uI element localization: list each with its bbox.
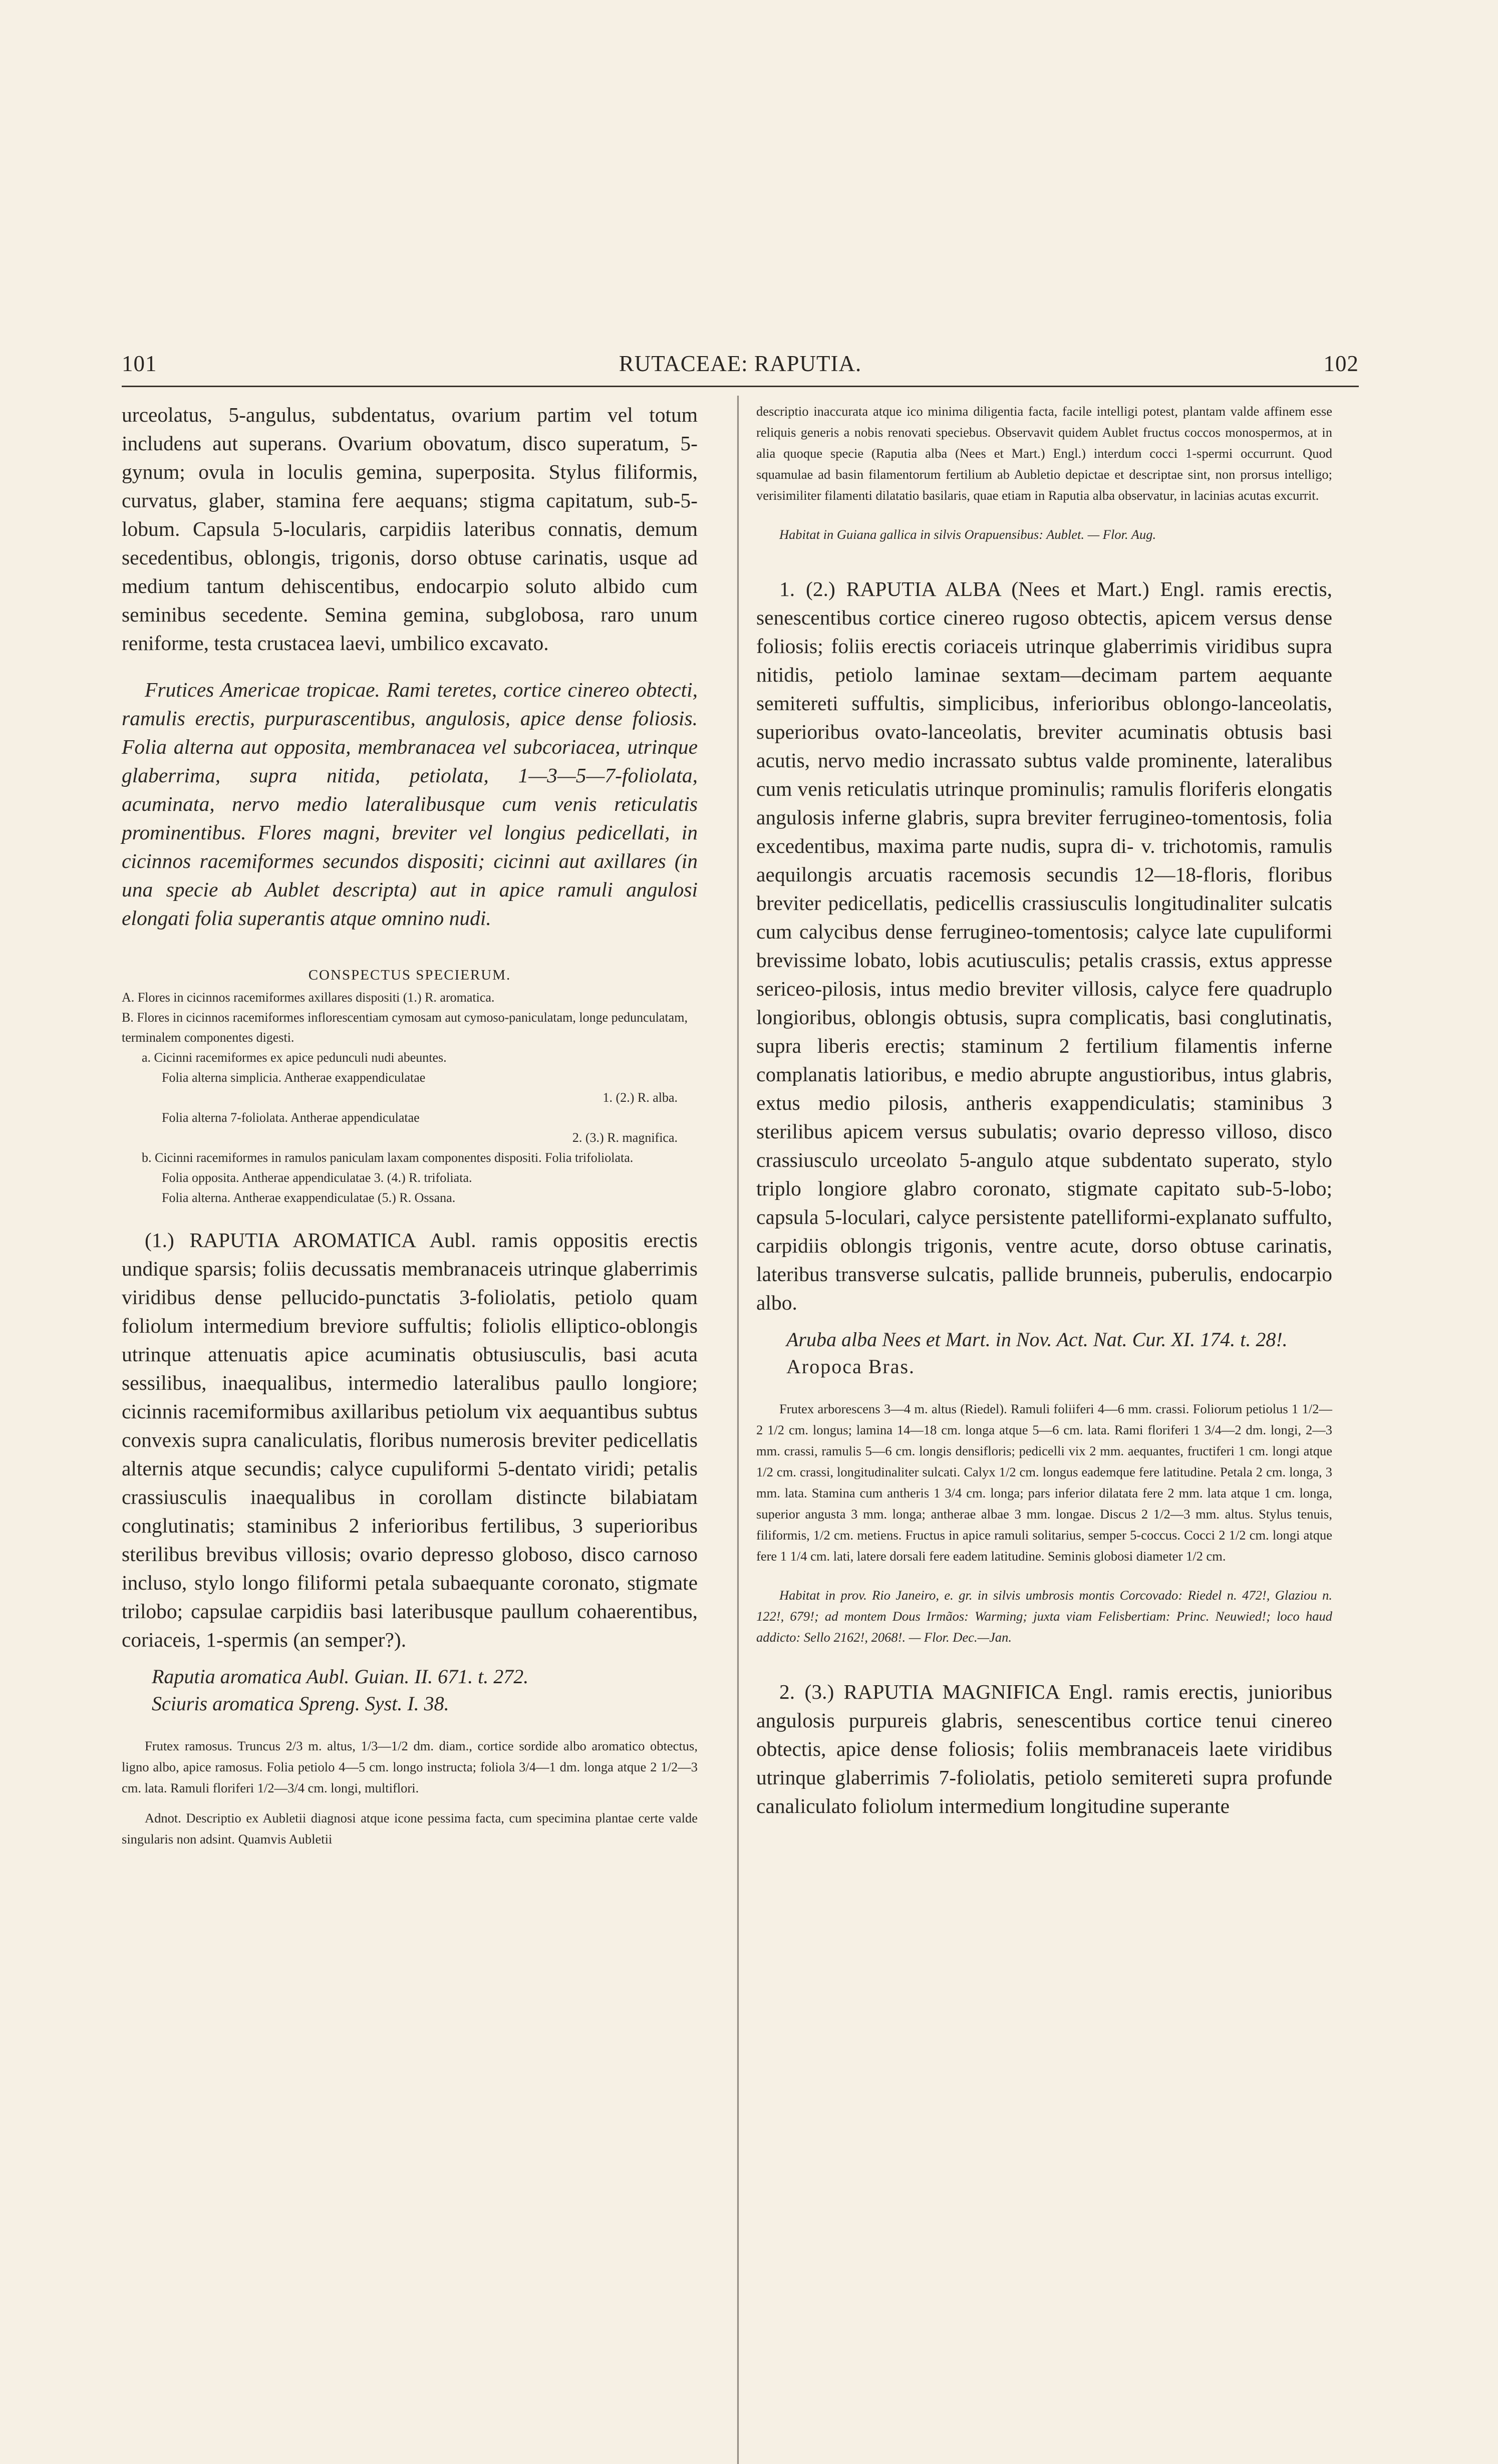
key-entry: b. Cicinni racemiformes in ramulos paniculam laxam componentes dispositi. Folia trifoliolata. (142, 1150, 634, 1165)
header-rule (122, 386, 1359, 387)
genus-description: urceolatus, 5-angulus, subdentatus, ovarium partim vel totum includens aut superans. Ovarium obovatum, disco superatum, 5-gynum; ovula in loculis gemina, superposita. Stylus filiformis, curvatus, glaber, stamina fere aequans; stigma capitatum, sub-5-lobum. Capsula 5-locularis, carpidiis lateribus connatis, demum secedentibus, oblongis, trigonis, dorso obtuse carinatis, usque ad medium tantum dehiscentibus, endocarpio soluto albido cum seminibus secedente. Semina gemina, subglobosa, raro unum reniforme, testa crustacea laevi, umbilico excavato. (122, 403, 698, 655)
habitat-alba: Habitat in prov. Rio Janeiro, e. gr. in silvis umbrosis montis Corcovado: Riedel n. 472!, Glaziou n. 122!, 679!; ad montem Dous Irmãos: Warming; juxta viam Felisbertiam: Princ. Neuwied!; loco haud addicto: Sello 2162!, 2068!. — Flor. Dec.—Jan. (756, 1588, 1332, 1645)
running-header (122, 351, 1359, 381)
species-aromatica-notes: Frutex ramosus. Truncus 2/3 m. altus, 1/3—1/2 dm. diam., cortice sordide albo aromatico obtectus, ligno albo, apice ramosus. Folia petiolo 4—5 cm. longo instructa; foliola 3/4—1 dm. longa atque 2 1/2—3 cm. lata. Ramuli floriferi 1/2—3/4 cm. longi, multiflori. (122, 1738, 698, 1795)
species-magnifica-description: 2. (3.) RAPUTIA MAGNIFICA Engl. ramis erectis, junioribus angulosis purpureis glabris, senescentibus cortice tenui cinereo obtectis, apice dense foliosis; foliis membranaceis laete viridibus utrinque glaberrimis 7-foliolatis, petiolo semitereti supra profunde canaliculato foliolum intermedium longitudine superante (756, 1680, 1332, 1817)
synonym: Raputia aromatica Aubl. Guian. II. 671. t. 272. (152, 1665, 529, 1688)
synonym: Sciuris aromatica Spreng. Syst. I. 38. (152, 1692, 449, 1715)
key-entry: Folia alterna simplicia. Antherae exappendiculatae (162, 1070, 426, 1085)
key-entry: 2. (3.) R. magnifica. (572, 1130, 678, 1145)
species-alba-description: 1. (2.) RAPUTIA ALBA (Nees et Mart.) Engl. ramis erectis, senescentibus cortice cinereo rugoso obtectis, apicem versus dense foliosis; foliis erectis coriaceis utrinque glaberrimis viridibus supra nitidis, petiolo laminae sextam—decimam partem aequante semitereti suffultis, simplicibus, inferioribus oblongo-lanceolatis, superioribus ovato-lanceolatis, breviter acuminatis obtusis basi acutis, nervo medio incrassato subtus valde prominente, lateralibus cum venis reticulatis utrinque prominulis; ramulis floriferis elongatis angulosis inferne glabris, supra breviter ferrugineo-tomentosis, folia excedentibus, maxima parte nudis, supra di- v. trichotomis, ramulis aequilongis arcuatis racemosis secundis 12—18-floris, floribus breviter pedicellatis, pedicellis crassiusculis longitudinaliter sulcatis cum calycibus dense ferrugineo-tomentosis; calyce late cupuliformi brevissime lobato, lobis acutiusculis; petalis crassis, extus appresse sericeo-pilosis, intus medio breviter villosis, calyce fere quadruplo longioribus, oblongis obtusis, supra complicatis, basi conglutinatis, supra liberis erectis; staminum 2 fertilium filamentis inferne complanatis latioribus, e medio abrupte angustioribus, intus glabris, extus medio pilosis, antheris exappendiculatis; staminibus 3 sterilibus apicem versus subulatis; ovario depresso villoso, disco crassiusculo urceolato 5-angulo atque subdentato superato, stylo triplo longiore glabro coronato, stigmate capitato sub-5-lobo; capsula 5-loculari, calyce persistente patelliformi-explanato suffulto, carpidiis oblongis trigonis, ventre acute, dorso obtuse carinatis, lateribus transverse sulcatis, pallide brunneis, puberulis, endocarpio albo. (756, 577, 1332, 1314)
right-column (756, 401, 1332, 1820)
key-entry: Folia opposita. Antherae appendiculatae 3. (4.) R. trifoliata. (162, 1170, 472, 1185)
key-entry: B. Flores in cicinnos racemiformes inflorescentiam cymosam aut cymoso-paniculatam, longe pedunculatam, terminalem componentes digesti. (122, 1010, 688, 1045)
running-title: RUTACEAE: RAPUTIA. (619, 351, 862, 376)
key-entry: 1. (2.) R. alba. (603, 1090, 678, 1105)
species-alba-notes: Frutex arborescens 3—4 m. altus (Riedel). Ramuli foliiferi 4—6 mm. crassi. Foliorum petiolus 1 1/2—2 1/2 cm. longus; lamina 14—18 cm. longa atque 5—6 cm. lata. Rami floriferi 1 3/4—2 dm. longi, 2—3 mm. crassi, ramulis 5—6 cm. longis densifloris; pedicelli vix 2 mm. aequantes, fructiferi 1 cm. longi atque 1/2 cm. crassi, longitudinaliter sulcati. Calyx 1/2 cm. longus eademque fere latitudine. Petala 2 cm. longa, 3 mm. lata. Stamina cum antheris 1 3/4 cm. longa; pars inferior dilatata fere 2 mm. lata atque 1 cm. longa, superior angusta 3 mm. longa; antherae albae 3 mm. longae. Discus 2 1/2—3 mm. altus. Stylus tenuis, filiformis, 1/2 cm. metiens. Fructus in apice ramuli solitarius, semper 5-coccus. Cocci 2 1/2 cm. longi atque fere 1 1/4 cm. lati, latere dorsali fere eadem latitudine. Seminis globosi diameter 1/2 cm. (756, 1401, 1332, 1564)
synonym: Aruba alba Nees et Mart. in Nov. Act. Nat. Cur. XI. 174. t. 28!. (786, 1328, 1288, 1351)
genus-habit: Frutices Americae tropicae. Rami teretes, cortice cinereo obtecti, ramulis erectis, purpurascentibus, angulosis, apice dense foliosis. Folia alterna aut opposita, membranacea vel subcoriacea, utrinque glaberrima, supra nitida, petiolata, 1—3—5—7-foliolata, acuminata, nervo medio lateralibusque cum venis reticulatis prominentibus. Flores magni, breviter vel longius pedicellati, in cicinnos racemiformes secundos dispositi; cicinni aut axillares (in una specie ab Aublet descripta) aut in apice ramuli angulosi elongati folia superantis atque omnino nudi. (122, 678, 698, 930)
species-aromatica-description: (1.) RAPUTIA AROMATICA Aubl. ramis oppositis erectis undique sparsis; foliis decussatis membranaceis utrinque glaberrimis viridibus dense pellucido-punctatis 3-foliolatis, petiolo quam foliolum intermedium breviore suffultis; foliolis elliptico-oblongis utrinque attenuatis apice acuminatis obtusiusculis, basi acuta sessilibus, inaequalibus, intermedio lateralibus paullo longiore; cicinnis racemiformibus axillaribus petiolum vix aequantibus subtus convexis supra canaliculatis, floribus numerosis breviter pedicellatis alternis atque secundis; calyce cupuliformi 5-dentato viridi; petalis crassiusculis inaequalibus in corollam distincte bilabiatam conglutinatis; staminibus 2 inferioribus fertilibus, 3 superioribus sterilibus brevibus villosis; ovario depresso globoso, disco carnoso incluso, stylo longo filiformi petala subaequante coronato, stigmate trilobo; capsulae carpidiis basi lateribusque paullum cohaerentibus, coriaceis, 1-spermis (an semper?). (122, 1228, 698, 1651)
adnotation-continued: descriptio inaccurata atque ico minima diligentia facta, facile intelligi potest, plantam valde affinem esse reliquis generis a nobis renovati speciebus. Observavit quidem Aublet fructus coccos monospermos, at in alia quoque specie (Raputia alba (Nees et Mart.) Engl.) interdum cocci 1-spermi occurrunt. Quod squamulae ad basin filamentorum fertilium ab Aubletio depictae et descriptae sint, non prorsus intelligo; verisimiliter filamenti dilatatio basilaris, quae etiam in Raputia alba observatur, in lacinias acutas excurrit. (756, 404, 1332, 503)
adnotation: Adnot. Descriptio ex Aubletii diagnosi atque icone pessima facta, cum specimina plantae certe valde singularis non adsint. Quamvis Aubletii (122, 1810, 698, 1846)
key-entry: Folia alterna 7-foliolata. Antherae appendiculatae (162, 1110, 420, 1125)
left-column (122, 401, 698, 1850)
species-key (122, 988, 698, 1208)
key-entry: a. Cicinni racemiformes ex apice pedunculi nudi abeuntes. (142, 1050, 447, 1065)
habitat-aromatica: Habitat in Guiana gallica in silvis Orapuensibus: Aublet. — Flor. Aug. (779, 527, 1156, 542)
conspectus-title: CONSPECTUS SPECIERUM. (308, 967, 511, 983)
vernacular-name: Aropoca Bras. (786, 1355, 916, 1378)
column-divider (737, 396, 739, 2464)
key-entry: Folia alterna. Antherae exappendiculatae (5.) R. Ossana. (162, 1190, 456, 1205)
page-number-left: 101 (122, 351, 157, 376)
key-entry: A. Flores in cicinnos racemiformes axillares dispositi (1.) R. aromatica. (122, 990, 495, 1005)
page-number-right: 102 (1323, 351, 1359, 376)
